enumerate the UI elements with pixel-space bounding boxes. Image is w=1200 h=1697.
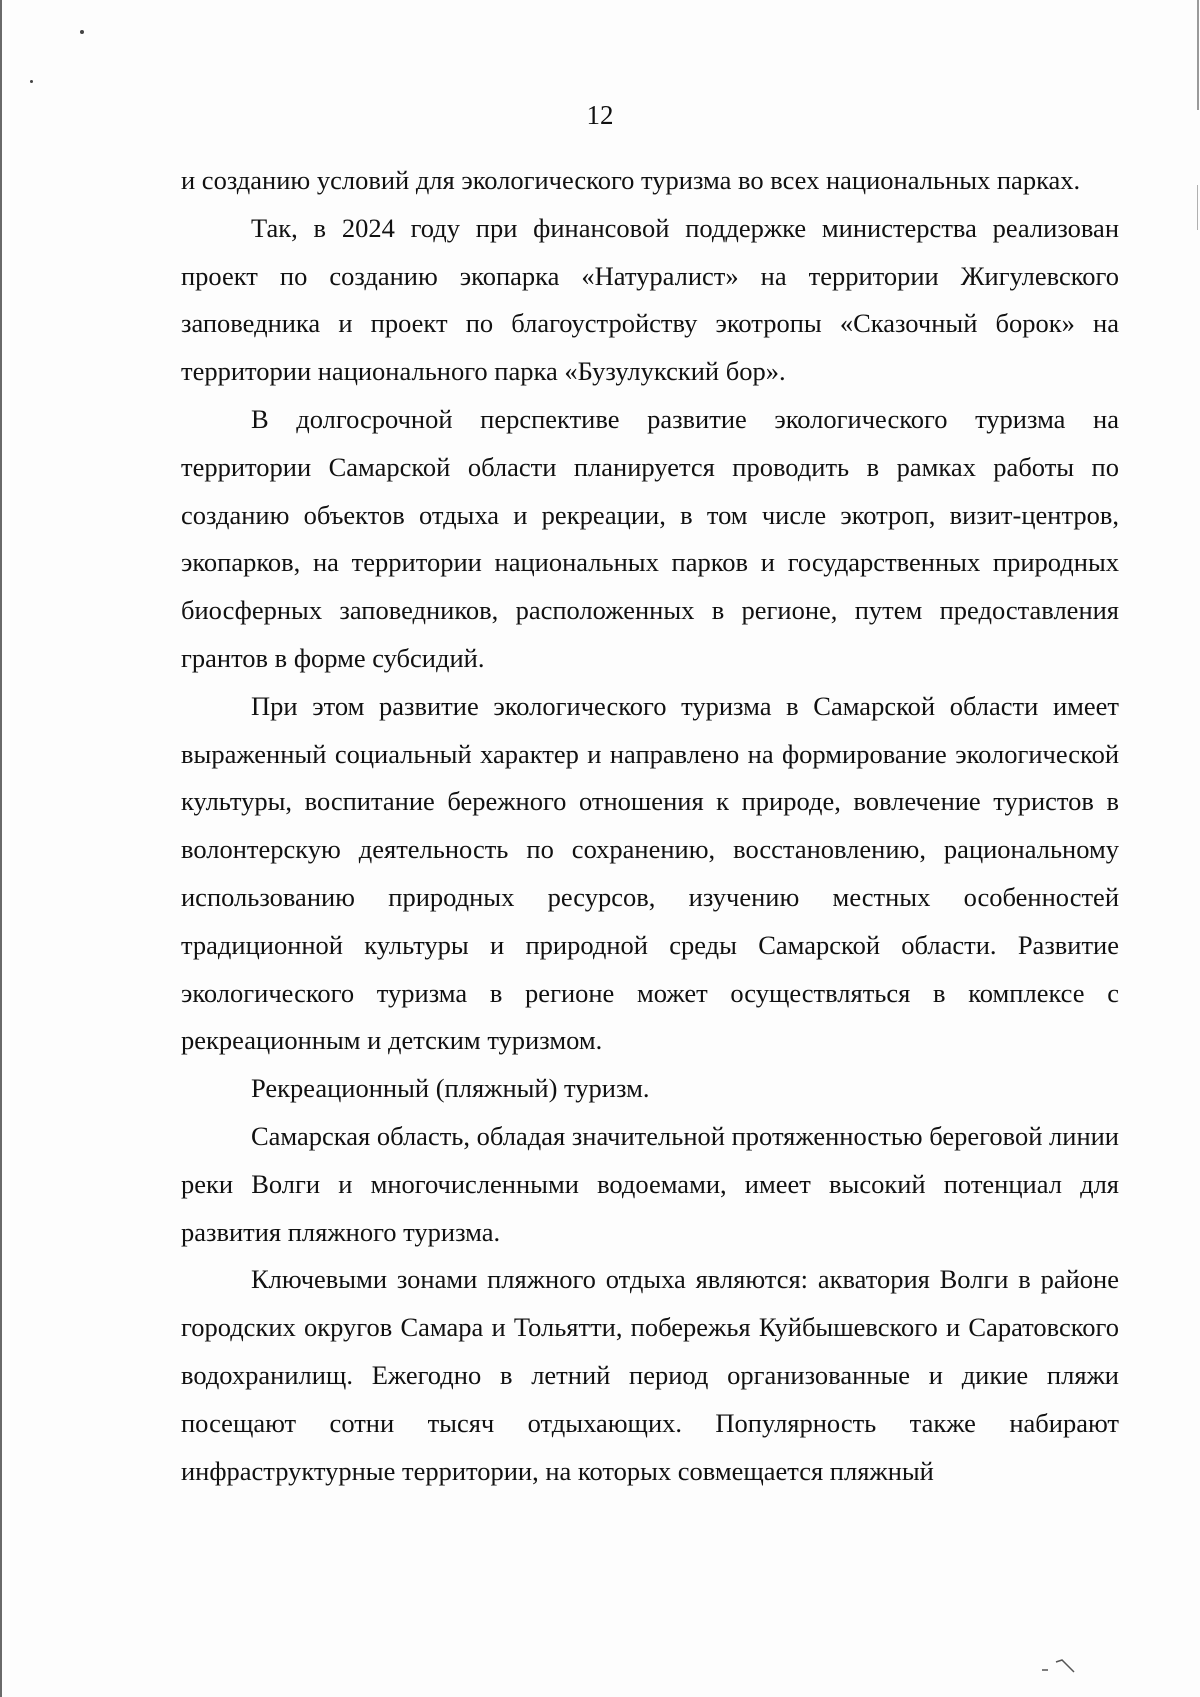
scan-speck <box>80 30 84 34</box>
paragraph: В долгосрочной перспективе развитие экологического туризма на территории Самарской области планируется проводить в рамках работы по созданию объектов отдыха и рекреации, в том числе экотроп, визит-центров, экопарков, на территории национальных парков и государственных природных биосферных заповедников, расположенных в регионе, путем предоставления грантов в форме субсидий. <box>181 403 1119 673</box>
paragraph: Ключевыми зонами пляжного отдыха являются: акватория Волги в районе городских округов Самара и Тольятти, побережья Куйбышевского и Саратовского водохранилищ. Ежегодно в летний период организованные и дикие пляжи посещают сотни тысяч отдыхающих. Популярность также набирают инфраструктурные территории, на которых совмещается пляжный <box>181 1264 1119 1486</box>
document-body <box>181 157 1119 1495</box>
paragraph: Самарская область, обладая значительной протяженностью береговой линии реки Волги и многочисленными водоемами, имеет высокий потенциал для развития пляжного туризма. <box>181 1120 1119 1247</box>
paragraph-continuation: и созданию условий для экологического туризма во всех национальных парках. <box>181 165 1081 195</box>
paragraph: При этом развитие экологического туризма в Самарской области имеет выраженный социальный характер и направлено на формирование экологической культуры, воспитание бережного отношения к природе, вовлечение туристов в волонтерскую деятельность по сохранению, восстановлению, рациональному использованию природных ресурсов, изучению местных особенностей традиционной культуры и природной среды Самарской области. Развитие экологического туризма в регионе может осуществляться в комплексе с рекреационным и детским туризмом. <box>181 690 1119 1056</box>
scan-left-edge <box>0 0 2 1697</box>
page-number: 12 <box>586 100 614 130</box>
scan-right-edge <box>1197 0 1199 110</box>
section-heading: Рекреационный (пляжный) туризм. <box>251 1073 650 1104</box>
paragraph: Так, в 2024 году при финансовой поддержке министерства реализован проект по созданию экопарка «Натуралист» на территории Жигулевского заповедника и проект по благоустройству экотропы «Сказочный борок» на территории национального парка «Бузулукский бор». <box>181 212 1119 387</box>
scan-speck <box>30 80 33 83</box>
scan-right-edge-mark <box>1197 185 1198 230</box>
scan-corner-mark <box>1040 1656 1080 1676</box>
